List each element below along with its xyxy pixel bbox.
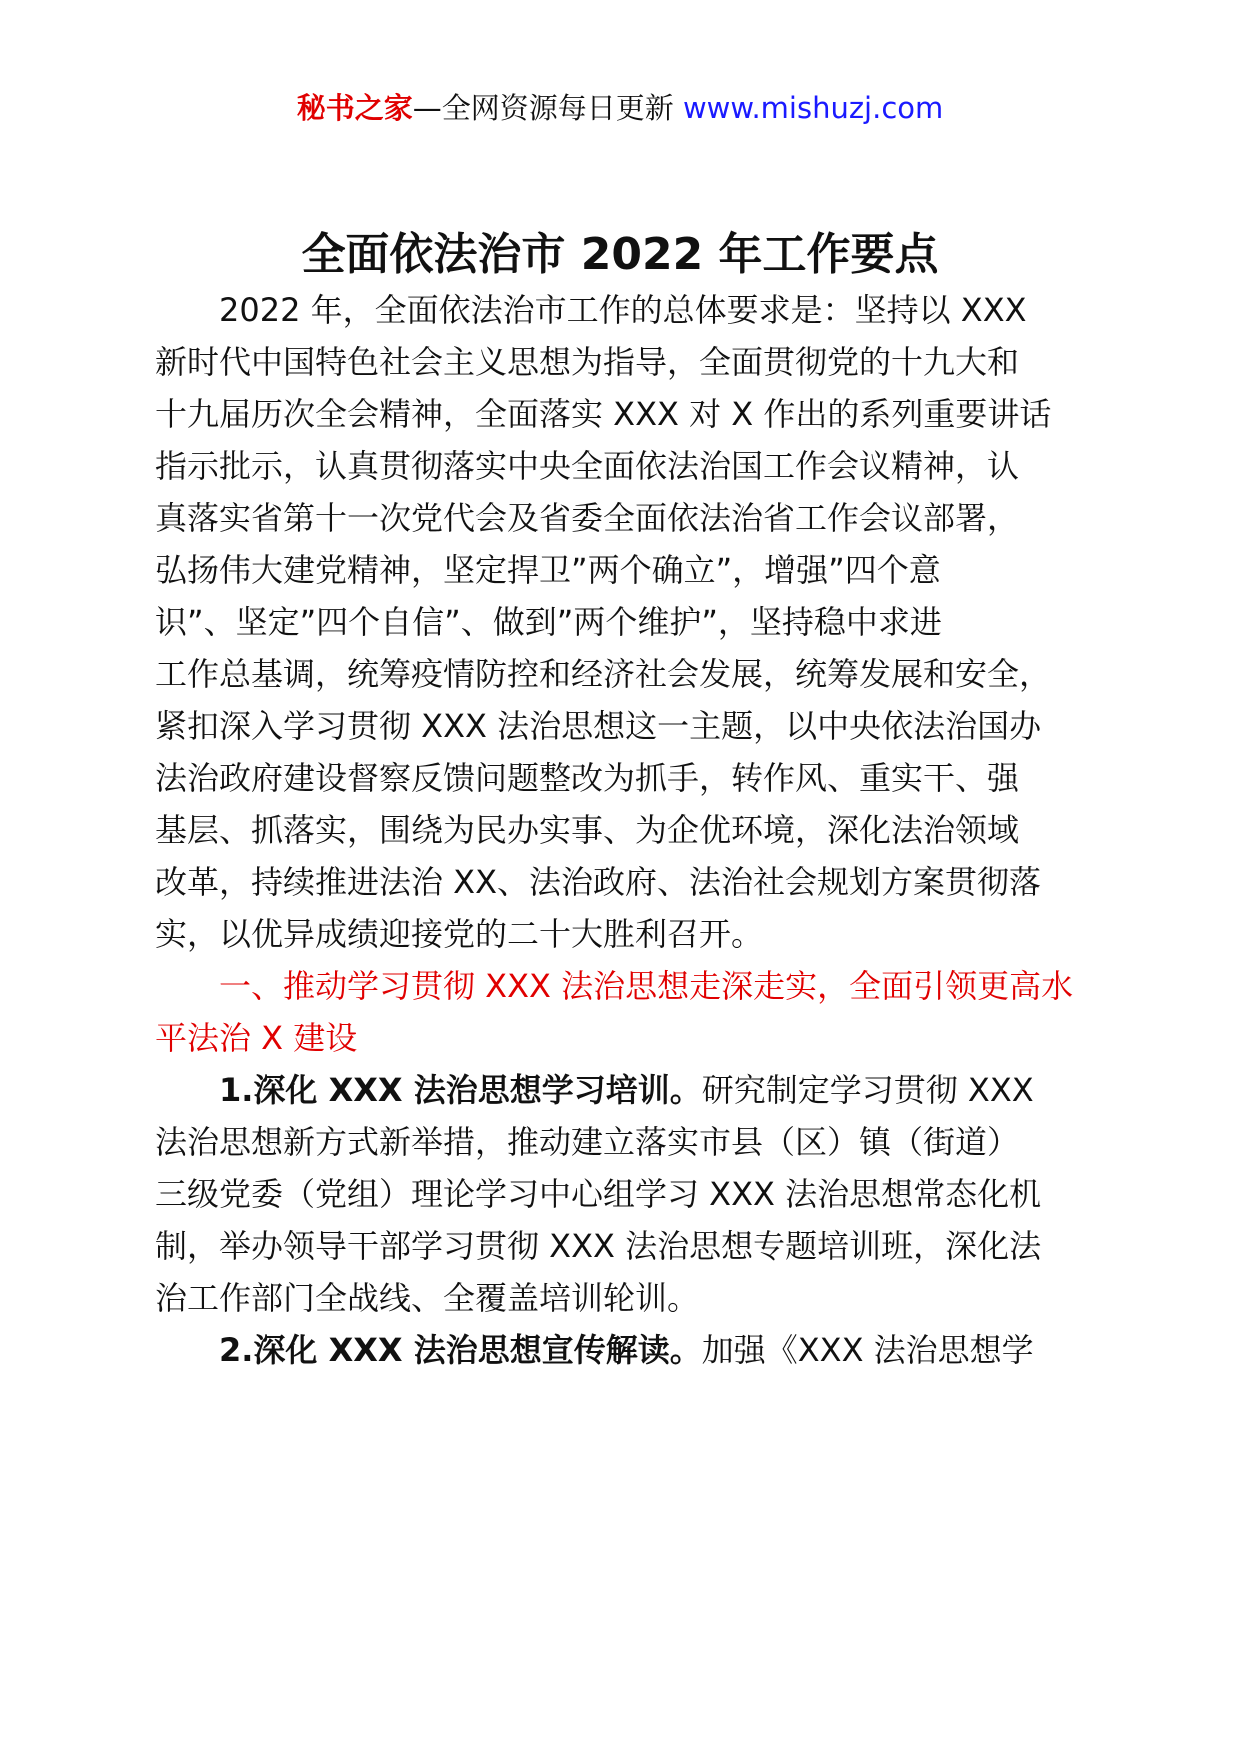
paragraph-line: 实，以优异成绩迎接党的二十大胜利召开。 xyxy=(155,915,764,953)
paragraph-line: 紧扣深入学习贯彻 XXX 法治思想这一主题，以中央依法治国办 xyxy=(155,707,1042,745)
paragraph-line: 法治思想新方式新举措，推动建立落实市县（区）镇（街道） xyxy=(155,1123,1020,1161)
site-url-link[interactable]: www.mishuzj.com xyxy=(682,91,944,125)
paragraph-line: 真落实省第十一次党代会及省委全面依法治省工作会议部署， xyxy=(155,499,1020,537)
item-first-line xyxy=(219,1328,1034,1372)
paragraph-line: 识”、坚定”四个自信”、做到”两个维护”，坚持稳中求进 xyxy=(155,603,942,641)
item-text: 研究制定学习贯彻 XXX xyxy=(701,1071,1034,1109)
paragraph-line: 改革，持续推进法治 XX、法治政府、法治社会规划方案贯彻落 xyxy=(155,863,1042,901)
item-title: 1.深化 XXX 法治思想学习培训。 xyxy=(219,1071,702,1109)
site-header xyxy=(0,88,1240,128)
paragraph-line: 制，举办领导干部学习贯彻 XXX 法治思想专题培训班，深化法 xyxy=(155,1227,1042,1265)
paragraph-line: 新时代中国特色社会主义思想为指导，全面贯彻党的十九大和 xyxy=(155,343,1020,381)
paragraph-line: 基层、抓落实，围绕为民办实事、为企优环境，深化法治领域 xyxy=(155,811,1020,849)
paragraph-line: 工作总基调，统筹疫情防控和经济社会发展，统筹发展和安全， xyxy=(155,655,1052,693)
item-text: 加强《XXX 法治思想学 xyxy=(701,1331,1034,1369)
document-title: 全面依法治市 2022 年工作要点 xyxy=(301,229,939,280)
paragraph-line: 三级党委（党组）理论学习中心组学习 XXX 法治思想常态化机 xyxy=(155,1175,1042,1213)
paragraph-line: 2022 年，全面依法治市工作的总体要求是：坚持以 XXX xyxy=(219,291,1027,329)
item-first-line xyxy=(219,1068,1034,1112)
paragraph-line: 治工作部门全战线、全覆盖培训轮训。 xyxy=(155,1279,700,1317)
site-tagline: —全网资源每日更新 xyxy=(412,91,683,125)
section-heading: 一、推动学习贯彻 XXX 法治思想走深走实，全面引领更高水 xyxy=(219,967,1074,1005)
paragraph-line: 弘扬伟大建党精神，坚定捍卫”两个确立”，增强”四个意 xyxy=(155,551,941,589)
paragraph-line: 法治政府建设督察反馈问题整改为抓手，转作风、重实干、强 xyxy=(155,759,1020,797)
paragraph-line: 十九届历次全会精神，全面落实 XXX 对 X 作出的系列重要讲话 xyxy=(155,395,1052,433)
item-title: 2.深化 XXX 法治思想宣传解读。 xyxy=(219,1331,702,1369)
site-brand: 秘书之家 xyxy=(296,91,413,125)
paragraph-line: 指示批示，认真贯彻落实中央全面依法治国工作会议精神，认 xyxy=(155,447,1020,485)
section-heading: 平法治 X 建设 xyxy=(155,1019,358,1057)
